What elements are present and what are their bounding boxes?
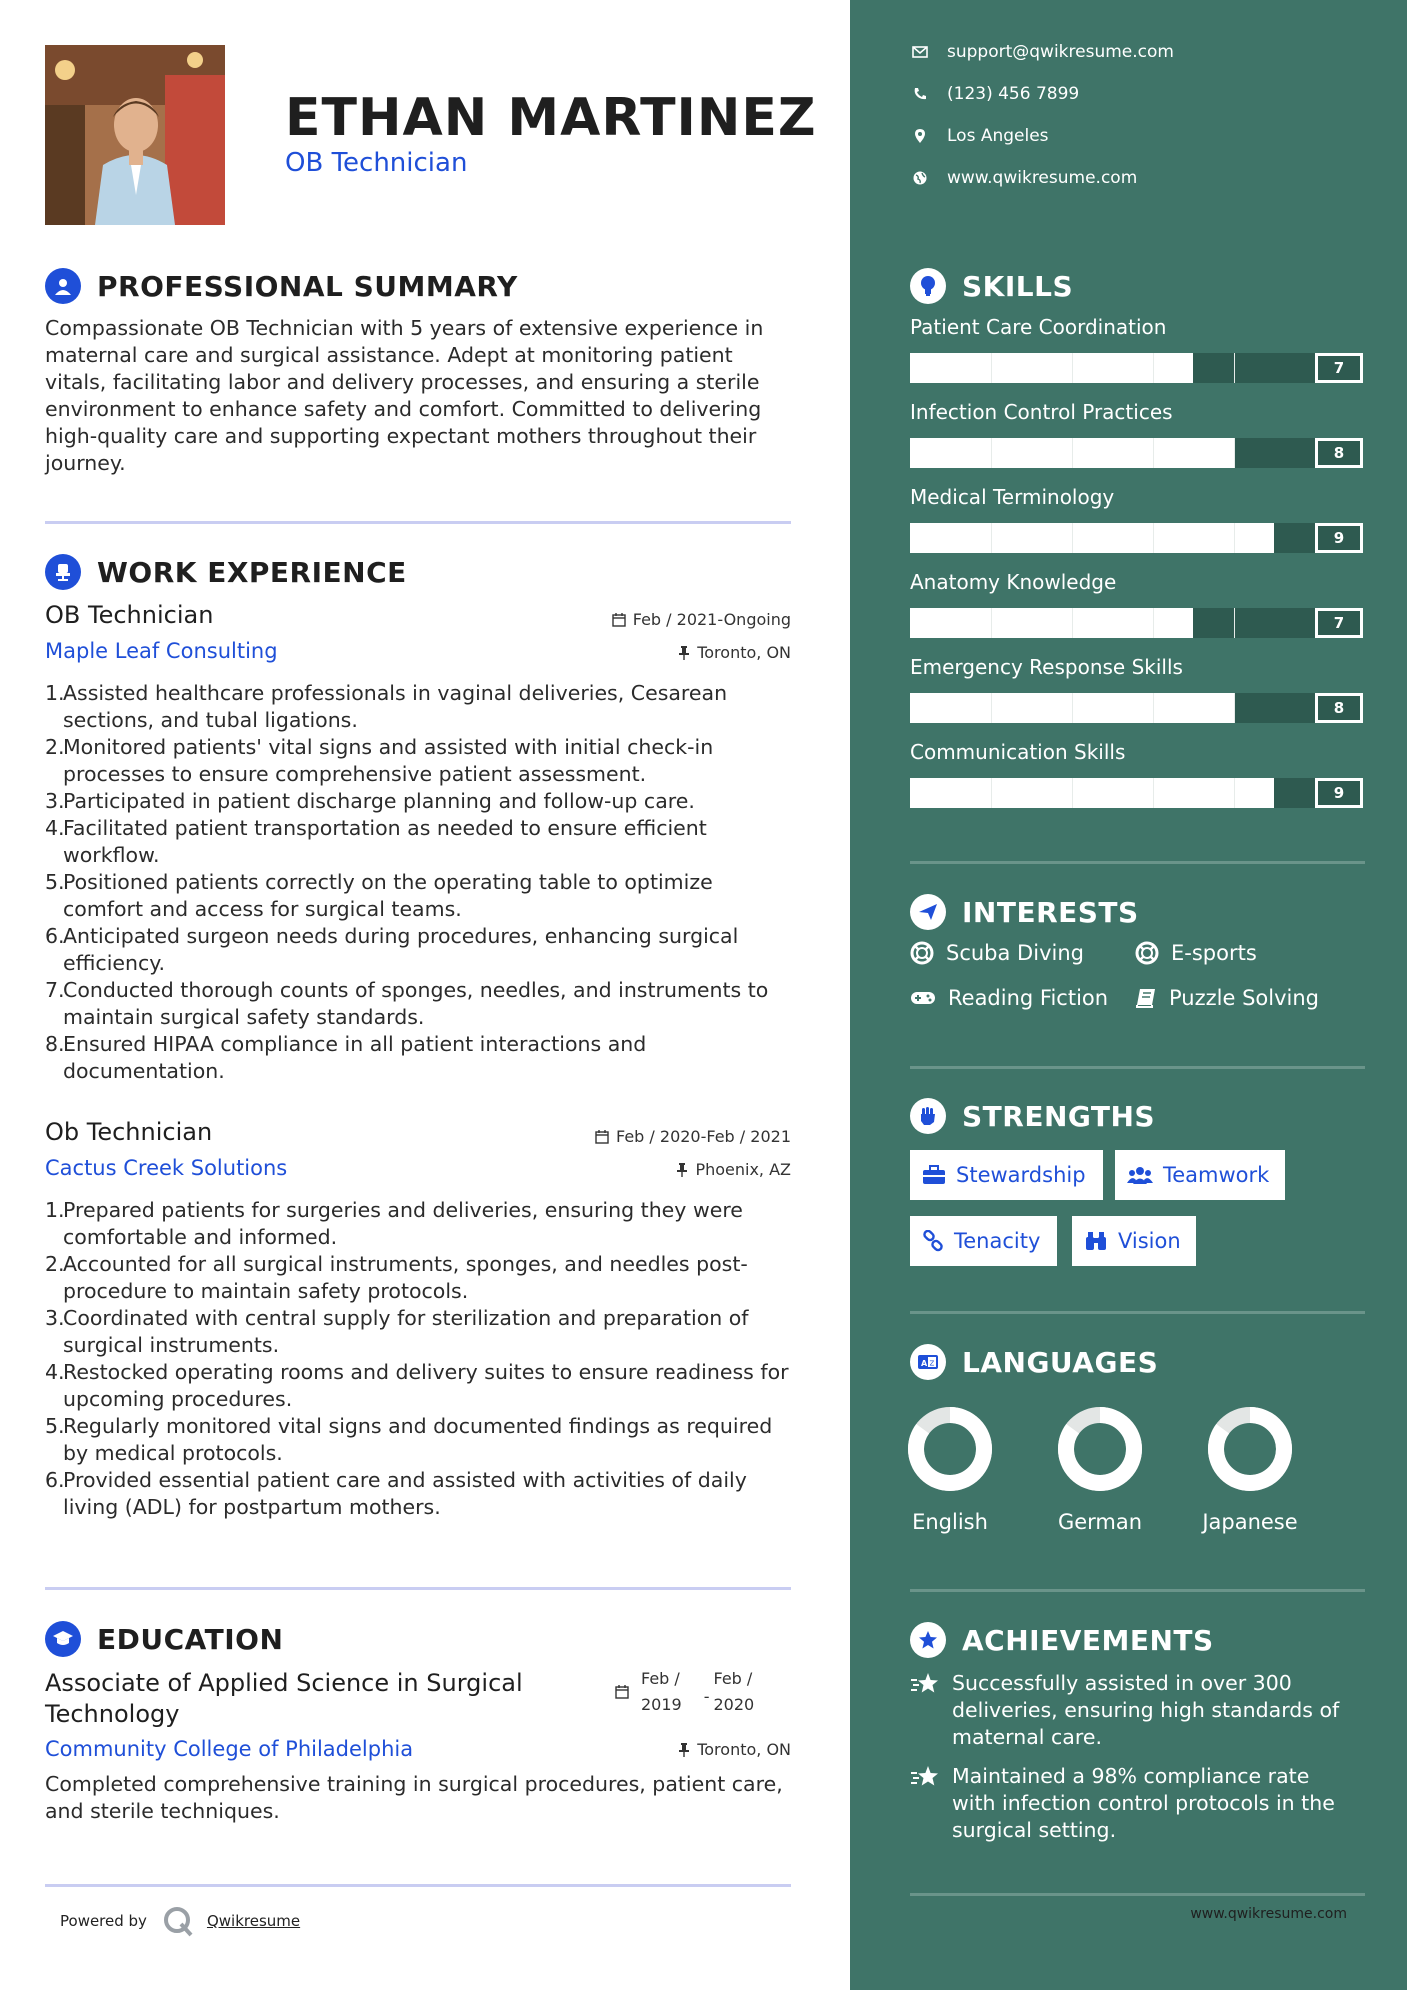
skill-bar-segment	[1072, 523, 1073, 553]
graduation-cap-icon	[45, 1621, 81, 1657]
qwikresume-link[interactable]: Qwikresume	[206, 1912, 301, 1930]
strength-badge	[910, 1216, 1057, 1266]
section-divider	[910, 1893, 1365, 1896]
skill-bar-segment	[1234, 693, 1235, 723]
achievement-text: surgical setting.	[952, 1818, 1117, 1842]
job-company: Cactus Creek Solutions	[45, 1156, 288, 1180]
strength-label: Teamwork	[1163, 1163, 1270, 1187]
list-item: 4. Facilitated patient transportation as needed to ensure efficient workflow.	[45, 816, 707, 867]
skill-bar-segment	[1234, 523, 1235, 553]
job-date-text: Feb / 2020-Feb / 2021	[616, 1127, 791, 1146]
calendar-icon	[595, 1130, 609, 1144]
skill-bar-segment	[1072, 778, 1073, 808]
education-heading-text: EDUCATION	[97, 1622, 284, 1656]
skill-name: Anatomy Knowledge	[910, 570, 1117, 594]
interest-label: E-sports	[1171, 941, 1257, 965]
language-name: English	[912, 1510, 988, 1534]
skill-bar-segment	[1153, 353, 1154, 383]
list-item: 1. Prepared patients for surgeries and deliveries, ensuring they were comfortable and informed.	[45, 1198, 743, 1249]
job-location-text: Phoenix, AZ	[695, 1160, 791, 1179]
list-item: 6. Anticipated surgeon needs during procedures, enhancing surgical efficiency.	[45, 924, 739, 975]
translate-icon	[910, 1344, 946, 1380]
section-divider	[45, 521, 791, 524]
section-divider	[45, 1587, 791, 1590]
svg-text:A: A	[921, 1359, 928, 1368]
skill-bar-segment	[1072, 693, 1073, 723]
skill-bar-segment	[1153, 778, 1154, 808]
strengths-heading	[910, 1098, 1155, 1134]
section-divider	[910, 861, 1365, 864]
achievements-heading	[910, 1622, 1214, 1658]
pin-icon	[678, 646, 690, 660]
achievement-text: with infection control protocols in the	[952, 1791, 1335, 1815]
strength-label: Stewardship	[956, 1163, 1086, 1187]
language-name: Japanese	[1202, 1510, 1298, 1534]
skill-name: Medical Terminology	[910, 485, 1115, 509]
skill-bar-segment	[991, 353, 992, 383]
language-ring	[1205, 1404, 1295, 1494]
paper-plane-icon	[910, 894, 946, 930]
work-heading-text: WORK EXPERIENCE	[97, 555, 407, 589]
skill-bar-segment	[991, 693, 992, 723]
skill-bar-segment	[1234, 778, 1235, 808]
section-divider	[910, 1311, 1365, 1314]
skill-bar-segment	[1153, 693, 1154, 723]
skills-heading	[910, 268, 1073, 304]
skill-bar	[910, 778, 1315, 808]
skill-bar-segment	[991, 523, 992, 553]
skill-bar	[910, 523, 1315, 553]
users-icon	[1127, 1165, 1153, 1185]
skill-bar	[910, 693, 1315, 723]
languages-heading-text: LANGUAGES	[962, 1345, 1159, 1379]
education-heading	[45, 1621, 283, 1657]
list-item: 8. Ensured HIPAA compliance in all patient interactions and documentation.	[45, 1032, 647, 1083]
list-item: 5. Regularly monitored vital signs and documented findings as required by medical protocols.	[45, 1414, 773, 1465]
life-ring-icon	[1135, 941, 1159, 965]
summary-heading-text: PROFESSIONAL SUMMARY	[97, 269, 518, 303]
interest-item	[910, 986, 1108, 1010]
list-item: 6. Provided essential patient care and assisted with activities of daily living (ADL) for postpartum mothers.	[45, 1468, 747, 1519]
job-company: Maple Leaf Consulting	[45, 639, 278, 663]
pin-icon	[676, 1163, 688, 1177]
skill-name: Infection Control Practices	[910, 400, 1173, 424]
skill-bar-segment	[1153, 438, 1154, 468]
envelope-icon	[910, 46, 930, 58]
contact-phone	[910, 84, 1079, 104]
job-location-text: Toronto, ON	[697, 643, 791, 662]
section-divider	[910, 1589, 1365, 1592]
achievement-text: Successfully assisted in over 300	[952, 1671, 1292, 1695]
briefcase-chair-icon	[45, 554, 81, 590]
list-item: 2. Accounted for all surgical instruments, sponges, and needles post-procedure to maintain safety protocols.	[45, 1252, 748, 1303]
qwikresume-logo-icon	[161, 1904, 195, 1938]
language-item	[1035, 1404, 1165, 1534]
skill-bar-segment	[1234, 608, 1235, 638]
lightbulb-icon	[910, 268, 946, 304]
skill-bar	[910, 608, 1315, 638]
education-date-text: 2019	[641, 1695, 682, 1714]
pin-icon	[678, 1743, 690, 1757]
skill-bar-segment	[991, 778, 992, 808]
skill-bar-fill	[910, 778, 1274, 808]
skill-bar-fill	[910, 523, 1274, 553]
education-date	[615, 1666, 754, 1718]
list-item: 4. Restocked operating rooms and delivery suites to ensure readiness for upcoming procedures.	[45, 1360, 789, 1411]
contact-location-text: Los Angeles	[947, 126, 1049, 146]
svg-text:Z: Z	[929, 1359, 935, 1368]
contact-email-text: support@qwikresume.com	[947, 42, 1174, 62]
section-divider	[910, 1066, 1365, 1069]
achievement-text: deliveries, ensuring high standards of	[952, 1698, 1340, 1722]
list-item: 7. Conducted thorough counts of sponges, needles, and instruments to maintain surgical safety standards.	[45, 978, 769, 1029]
job-location	[676, 1160, 791, 1179]
job-location	[678, 643, 791, 662]
strength-badge	[910, 1150, 1103, 1200]
skill-bar	[910, 353, 1315, 383]
summary-text: Compassionate OB Technician with 5 years of extensive experience in maternal care and surgical assistance. Adept at monitoring patient vitals, facilitating labor and delivery processes, and ensuring a sterile environment to enhance safety and comfort. Committed to delivering high-quality care and supporting expectant mothers throughout their journey.	[45, 316, 764, 475]
list-item: 3. Participated in patient discharge planning and follow-up care.	[45, 789, 695, 813]
contact-website-text: www.qwikresume.com	[947, 168, 1138, 188]
degree-line: Technology	[45, 1700, 180, 1728]
summary-heading	[45, 268, 518, 304]
globe-icon	[910, 171, 930, 185]
job-bullets	[45, 680, 795, 1085]
interest-label: Scuba Diving	[946, 941, 1084, 965]
skill-name: Emergency Response Skills	[910, 655, 1183, 679]
education-date-text: Feb /	[713, 1669, 753, 1688]
languages-heading	[910, 1344, 1158, 1380]
education-date-separator: -	[703, 1686, 710, 1706]
sidebar	[850, 0, 1407, 1990]
life-ring-icon	[910, 941, 934, 965]
briefcase-icon	[922, 1165, 946, 1185]
map-marker-icon	[910, 129, 930, 143]
achievement-item	[910, 1763, 1350, 1844]
job-date-text: Feb / 2021-Ongoing	[632, 610, 791, 629]
achievement-text: maternal care.	[952, 1725, 1102, 1749]
list-item: 3. Coordinated with central supply for sterilization and preparation of surgical instruments.	[45, 1306, 749, 1357]
link-icon	[922, 1230, 944, 1252]
phone-icon	[910, 87, 930, 101]
education-description: Completed comprehensive training in surgical procedures, patient care, and sterile techniques.	[45, 1772, 783, 1823]
education-date-text: 2020	[713, 1695, 755, 1714]
skill-level-badge: 8	[1315, 693, 1363, 723]
skill-level-badge: 7	[1315, 608, 1363, 638]
contact-phone-text: (123) 456 7899	[947, 84, 1080, 104]
binoculars-icon	[1084, 1231, 1108, 1251]
skill-name: Patient Care Coordination	[910, 315, 1167, 339]
job-title: OB Technician	[45, 601, 214, 629]
interest-item	[910, 941, 1084, 965]
skill-bar-fill	[910, 353, 1193, 383]
fist-icon	[910, 1098, 946, 1134]
skill-bar-segment	[1234, 438, 1235, 468]
job-bullets	[45, 1197, 795, 1521]
candidate-title: OB Technician	[285, 148, 468, 178]
contact-website	[910, 168, 1137, 188]
interest-label: Reading Fiction	[948, 986, 1109, 1010]
contact-location	[910, 126, 1049, 146]
interest-label: Puzzle Solving	[1169, 986, 1319, 1010]
skill-bar-segment	[1072, 353, 1073, 383]
skill-name: Communication Skills	[910, 740, 1126, 764]
strength-badge	[1115, 1150, 1285, 1200]
interests-heading	[910, 894, 1139, 930]
skill-bar-segment	[1234, 353, 1235, 383]
skill-bar-segment	[1072, 438, 1073, 468]
interest-item	[1135, 986, 1319, 1010]
school-name: Community College of Philadelphia	[45, 1737, 414, 1761]
language-ring	[905, 1404, 995, 1494]
achievement-text: Maintained a 98% compliance rate	[952, 1764, 1310, 1788]
language-item	[1185, 1404, 1315, 1534]
job-title: Ob Technician	[45, 1118, 213, 1146]
interests-heading-text: INTERESTS	[962, 895, 1139, 929]
powered-by-label: Powered by	[60, 1912, 147, 1930]
section-divider	[45, 1884, 791, 1887]
language-name: German	[1057, 1510, 1143, 1534]
job-date	[595, 1127, 791, 1146]
powered-by	[60, 1904, 300, 1938]
calendar-icon	[612, 613, 626, 627]
list-item: 2. Monitored patients' vital signs and assisted with initial check-in processes to ensure comprehensive patient assessment.	[45, 735, 714, 786]
degree-title	[45, 1668, 523, 1730]
language-item	[885, 1404, 1015, 1534]
education-date-text: Feb /	[641, 1669, 680, 1688]
skill-level-badge: 9	[1315, 778, 1363, 808]
skill-level-badge: 8	[1315, 438, 1363, 468]
skill-bar-segment	[991, 438, 992, 468]
skill-bar-segment	[1072, 608, 1073, 638]
education-location	[678, 1740, 791, 1759]
contact-email	[910, 42, 1174, 62]
skill-bar-segment	[1153, 523, 1154, 553]
skill-bar-segment	[1153, 608, 1154, 638]
star-icon	[910, 1672, 940, 1696]
degree-line: Associate of Applied Science in Surgical	[45, 1669, 523, 1697]
strength-label: Vision	[1118, 1229, 1181, 1253]
user-icon	[45, 268, 81, 304]
interest-item	[1135, 941, 1257, 965]
calendar-icon	[615, 1685, 629, 1699]
list-item: 5. Positioned patients correctly on the operating table to optimize comfort and access for surgical teams.	[45, 870, 713, 921]
achievements-heading-text: ACHIEVEMENTS	[962, 1623, 1214, 1657]
skill-bar	[910, 438, 1315, 468]
skill-bar-segment	[991, 608, 992, 638]
strengths-heading-text: STRENGTHS	[962, 1099, 1156, 1133]
footer-website[interactable]: www.qwikresume.com	[1190, 1906, 1347, 1922]
skill-bar-fill	[910, 608, 1193, 638]
gamepad-icon	[910, 989, 936, 1007]
achievement-item	[910, 1670, 1350, 1751]
skills-heading-text: SKILLS	[962, 269, 1074, 303]
candidate-name: ETHAN MARTINEZ	[285, 88, 817, 148]
skill-level-badge: 7	[1315, 353, 1363, 383]
strength-badge	[1072, 1216, 1196, 1266]
education-location-text: Toronto, ON	[697, 1740, 791, 1759]
star-badge-icon	[910, 1622, 946, 1658]
profile-photo	[45, 45, 225, 225]
strength-label: Tenacity	[954, 1229, 1041, 1253]
star-icon	[910, 1765, 940, 1789]
language-ring	[1055, 1404, 1145, 1494]
book-icon	[1135, 987, 1157, 1009]
job-date	[612, 610, 791, 629]
list-item: 1. Assisted healthcare professionals in vaginal deliveries, Cesarean sections, and tubal ligations.	[45, 681, 728, 732]
skill-level-badge: 9	[1315, 523, 1363, 553]
work-heading	[45, 554, 407, 590]
